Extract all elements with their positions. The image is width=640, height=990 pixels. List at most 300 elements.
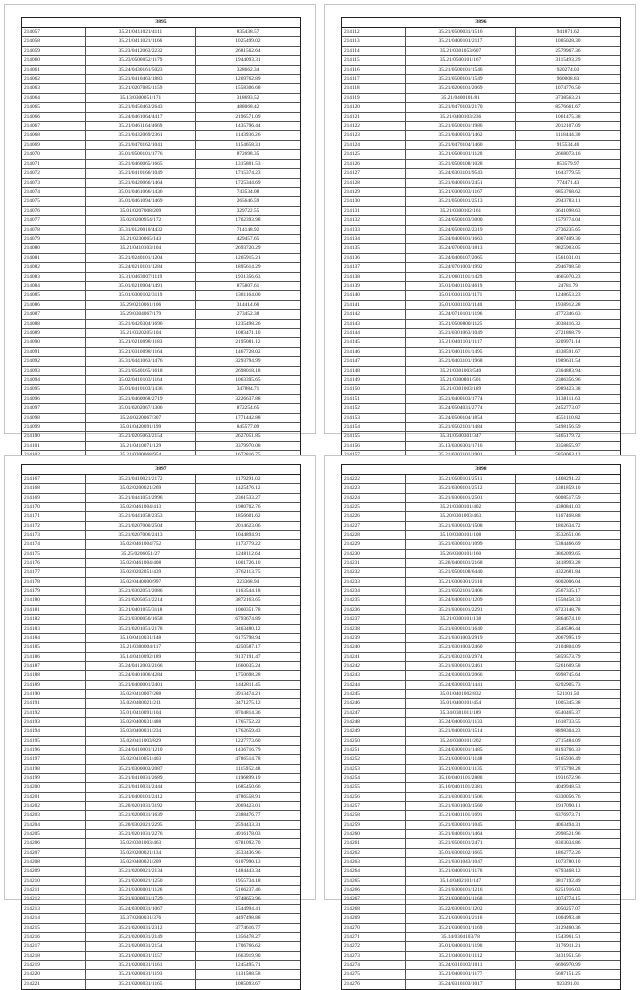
table-row [342,783,620,792]
table-row [342,131,620,140]
amount-cell: 1706766.62 [235,943,261,950]
reference-cell: 35.21/0300101/1099 [406,540,516,548]
reference-cell: 35.21/0301003/2919 [406,634,516,642]
row-id-cell: 214258 [342,811,406,819]
table-row [342,634,620,643]
row-id-cell: 214260 [342,830,406,838]
amount-cell: 4916178.03 [235,831,261,838]
amount-cell: 347884.71 [236,386,260,393]
table-row [342,830,620,839]
reference-cell: 35.01/0461094/1469 [86,197,196,205]
row-id-cell: 214182 [22,615,86,623]
row-id-cell: 214137 [342,263,406,271]
row-id-cell: 214062 [22,75,86,83]
amount-cell: 2627051.85 [235,433,261,440]
amount-cell: 5498156.59 [555,424,581,431]
row-id-cell: 214058 [22,37,86,45]
amount-cell: 3358855.97 [555,442,581,449]
reference-cell: 35.21/0401101/1495 [406,348,516,356]
row-id-cell: 214208 [22,858,86,866]
table-row [22,338,300,347]
table-row [22,671,300,680]
table-row [22,395,300,404]
amount-cell: 314414.66 [236,301,260,308]
reference-cell: 35.21/0300003/2087 [86,765,196,773]
reference-cell: 35.01/0410103/1436 [86,385,196,393]
table-row [22,811,300,820]
table-row [342,357,620,366]
amount-cell: 1931672.96 [555,775,581,781]
row-id-cell: 214220 [22,970,86,978]
reference-cell: 35.10/0401101/2880 [406,774,516,782]
row-id-cell: 214115 [342,56,406,64]
row-id-cell: 214076 [22,207,86,215]
reference-cell: 35.21/0411021/1166 [86,37,196,45]
amount-cell: 1862772.26 [555,849,581,856]
table-row [342,94,620,103]
amount-cell: 3418993.28 [555,560,581,567]
table-row [22,690,300,699]
table-row [342,746,620,755]
reference-cell: 35.21/0320205/104 [86,329,196,337]
amount-cell: 1269762.89 [235,76,261,83]
row-id-cell: 214230 [342,550,406,558]
table-row [22,84,300,93]
table-row [22,432,300,441]
reference-cell: 35.21/0210098/1183 [86,338,196,346]
amount-cell: 3463480.12 [235,625,261,632]
row-id-cell: 214174 [22,540,86,548]
reference-cell: 35.02/0461004/413 [86,503,196,511]
amount-cell: 743534.08 [236,188,260,195]
row-id-cell: 214239 [342,634,406,642]
table-row [342,774,620,783]
table-row [22,376,300,385]
row-id-cell: 214169 [22,494,86,502]
amount-cell: 872254.65 [236,405,260,412]
row-id-cell: 214114 [342,47,406,55]
row-id-cell: 214068 [22,131,86,139]
row-id-cell: 214070 [22,150,86,158]
reference-cell: 35.10/0300101/108 [406,531,516,539]
amount-cell: 1235498.26 [235,320,261,327]
table-row [22,830,300,839]
reference-cell: 35.21/0500108/1028 [406,160,516,168]
amount-cell: 6175798.94 [235,634,261,641]
reference-cell: 35.24/0430161/5023 [86,66,196,74]
amount-cell: 3226637.88 [235,395,261,402]
row-id-cell: 214219 [22,961,86,969]
row-id-cell: 214119 [342,94,406,102]
amount-cell: 1895614.29 [235,264,261,271]
amount-cell: 3115493.29 [555,57,581,64]
amount-cell: 2195081.12 [235,339,261,346]
reference-cell: 35.10/0401101/2381 [406,783,516,791]
row-id-cell: 214080 [22,244,86,252]
row-id-cell: 214064 [22,94,86,102]
amount-cell: 1467728.02 [235,348,261,355]
row-id-cell: 214265 [342,877,406,885]
amount-cell: 329722.55 [236,207,260,214]
reference-cell: 35.21/0400103/1514 [406,727,516,735]
amount-cell: 1196899.19 [235,775,261,781]
reference-cell: 35.02/0400021/211 [86,699,196,707]
row-id-cell: 214090 [22,338,86,346]
row-id-cell: 214267 [342,895,406,903]
table-row [342,432,620,441]
amount-cell: 2715484.09 [555,737,581,744]
reference-cell: 35.21/0460068/2719 [86,395,196,403]
reference-cell: 35.21/0301003/1560 [406,802,516,810]
reference-cell: 35.01/0300102/1665 [406,849,516,857]
table-row [342,718,620,727]
row-id-cell: 214268 [342,905,406,913]
table-row [22,367,300,376]
table-row [22,905,300,914]
table-row [22,122,300,131]
reference-cell: 35.14/0410092/189 [86,653,196,661]
table-row [22,47,300,56]
table-row [342,484,620,493]
row-id-cell: 214212 [22,895,86,903]
amount-cell: 488068.42 [236,104,260,111]
row-id-cell: 214236 [342,606,406,614]
row-id-cell: 214229 [342,540,406,548]
reference-cell: 35.21/0470104/1460 [406,141,516,149]
row-id-cell: 214073 [22,179,86,187]
reference-cell: 35.21/0300101/1148 [406,755,516,763]
page-3897 [4,455,316,987]
reference-cell: 35.24/0710101/1196 [406,310,516,318]
reference-cell: 35.21/0400101/1177 [406,970,516,978]
table-row [342,531,620,540]
row-id-cell: 214221 [22,980,86,989]
table-row [342,442,620,451]
reference-cell: 35.21/0403101/1968 [406,357,516,365]
amount-cell: 1005028.30 [555,38,581,45]
reference-cell: 35.21/0400101/1464 [406,830,516,838]
row-id-cell: 214141 [342,301,406,309]
amount-cell: 920274.03 [556,66,580,73]
table-row [22,924,300,933]
amount-cell: 2388476.77 [235,812,261,819]
amount-cell: 3546586.44 [555,625,581,632]
amount-cell: 3762113.75 [235,569,261,576]
amount-cell: 5384466.69 [555,541,581,548]
amount-cell: 774471.43 [556,179,580,186]
reference-cell: 35.22/0300101/1202 [406,905,516,913]
reference-cell: 35.21/0500101/1986 [406,122,516,130]
row-id-cell: 214275 [342,970,406,978]
table-row [342,197,620,206]
table-row [22,961,300,970]
table-row [342,37,620,46]
table-row [22,783,300,792]
table-row [342,867,620,876]
table-row [342,961,620,970]
amount-cell: 1561031.01 [555,254,581,261]
amount-cell: 1468291.22 [555,476,581,482]
table-row [22,28,300,37]
row-id-cell: 214144 [342,329,406,337]
row-id-cell: 214130 [342,197,406,205]
reference-cell: 35.01/0202067/1306 [86,404,196,412]
row-id-cell: 214179 [22,587,86,595]
row-id-cell: 214256 [342,793,406,801]
table-row [342,643,620,652]
row-id-cell: 214243 [342,671,406,679]
amount-cell: 1442811.45 [235,681,261,688]
reference-cell: 35.01/0500101/1776 [86,150,196,158]
amount-cell: 1163544.18 [235,588,261,595]
row-id-cell: 214126 [342,160,406,168]
reference-cell: 35.21/0300301/1506 [406,793,516,801]
page-number-header: 3898 [342,465,620,475]
table-row [22,774,300,783]
table-row [22,423,300,432]
table-row [342,235,620,244]
table-row [22,718,300,727]
row-id-cell: 214266 [342,886,406,894]
table-row [22,484,300,493]
reference-cell: 35.21/0300001/1126 [86,886,196,894]
row-id-cell: 214199 [22,774,86,782]
amount-cell: 3989423.38 [555,386,581,393]
table-row [342,122,620,131]
reference-cell: 35.21/0300101/1045 [406,821,516,829]
row-id-cell: 214155 [342,432,406,440]
reference-cell: 35.21/0300101/1160 [406,895,516,903]
row-id-cell: 214178 [22,578,86,586]
amount-cell: 1802634.72 [555,522,581,529]
amount-cell: 1715374.23 [235,170,261,177]
reference-cell: 35.24/0700103/1813 [406,244,516,252]
reference-cell: 35.13/0300051/171 [86,94,196,102]
reference-cell: 35.21/0200031/2312 [86,924,196,932]
amount-cell: 2998521.96 [555,831,581,838]
row-id-cell: 214092 [22,357,86,365]
amount-cell: 923391.01 [556,980,580,987]
amount-cell: 5687151.25 [555,971,581,978]
table-row [342,188,620,197]
amount-cell: 4786558.91 [235,793,261,800]
row-id-cell: 214223 [342,484,406,492]
amount-cell: 5465179.72 [555,433,581,440]
table-row [22,746,300,755]
table-row [22,103,300,112]
table-row [22,188,300,197]
reference-cell: 35.21/0200101/2069 [406,84,516,92]
amount-cell: 3379970.08 [235,442,261,449]
reference-cell: 35.02/0400021/209 [86,858,196,866]
reference-cell: 35.21/0300801/501 [406,376,516,384]
row-id-cell: 214189 [22,681,86,689]
row-id-cell: 214116 [342,66,406,74]
row-id-cell: 214216 [22,933,86,941]
page-number-header: 3897 [22,465,300,475]
reference-cell: 35.24/0220067/307 [86,414,196,422]
reference-cell: 35.31/0500301/347 [406,432,516,440]
reference-cell: 35.21/0410021/2172 [86,475,196,483]
amount-cell: 223368.94 [236,578,260,585]
row-id-cell: 214276 [342,980,406,989]
reference-cell: 35.21/0400103/1462 [406,131,516,139]
table-row [22,94,300,103]
row-id-cell: 214129 [342,188,406,196]
amount-cell: 429457.65 [236,235,260,242]
reference-cell: 35.21/0207085/1159 [86,84,196,92]
reference-cell: 35.14/0304103/78 [406,933,516,941]
reference-cell: 35.20/0302021/2295 [86,821,196,829]
row-id-cell: 214255 [342,783,406,791]
table-row [22,160,300,169]
amount-cell: 1074774.15 [555,896,581,903]
amount-cell: 1955734.18 [235,877,261,884]
amount-cell: 4772346.63 [555,311,581,318]
table-row [342,596,620,605]
amount-cell: 1544994.41 [235,905,261,912]
amount-cell: 6292905.73 [555,681,581,688]
amount-cell: 3050257.07 [555,905,581,912]
amount-cell: 6107990.13 [235,859,261,866]
table-row [22,522,300,531]
amount-cell: 960008.83 [556,76,580,83]
table-row [22,531,300,540]
amount-cell: 5859573.79 [555,653,581,660]
row-id-cell: 214113 [342,37,406,45]
reference-cell: 35.21/0205051/2214 [86,596,196,604]
amount-cell: 8193766.33 [555,746,581,753]
table-row [22,254,300,263]
table-row [22,37,300,46]
row-id-cell: 214257 [342,802,406,810]
table-row [342,671,620,680]
row-id-cell: 214087 [22,310,86,318]
table-row [22,643,300,652]
reference-cell: 35.31/0120010/4432 [86,226,196,234]
reference-cell: 35.21/0240101/1204 [86,254,196,262]
amount-cell: 4338591.67 [555,348,581,355]
page-number-header: 3895 [22,18,300,28]
amount-cell: 1436716.79 [235,746,261,753]
amount-cell: 6723148.78 [555,606,581,613]
reference-cell: 35.31/0463007/1119 [86,273,196,281]
reference-cell: 35.21/0200031/1157 [86,952,196,960]
row-id-cell: 214240 [342,643,406,651]
reference-cell: 35.03/0400031/234 [86,727,196,735]
table-row [342,727,620,736]
row-id-cell: 214185 [22,643,86,651]
row-id-cell: 214193 [22,718,86,726]
row-id-cell: 214112 [342,28,406,36]
reference-cell: 35.21/0500101/1120 [406,150,516,158]
table-row [342,681,620,690]
page-3896 [324,4,636,449]
reference-cell: 35.21/0201051/2178 [86,625,196,633]
reference-cell: 35.26/0400101/2168 [406,559,516,567]
amount-cell: 6330056.76 [555,793,581,800]
row-id-cell: 214196 [22,746,86,754]
reference-cell: 35.21/0200031/1193 [86,970,196,978]
table-row [342,291,620,300]
amount-cell: 1073780.10 [555,859,581,866]
table-row [22,980,300,989]
table-row [342,216,620,225]
reference-cell: 35.21/0300101/2116 [406,914,516,922]
table-row [342,662,620,671]
table-row [22,273,300,282]
amount-cell: 1765752.22 [235,718,261,725]
row-id-cell: 214195 [22,737,86,745]
reference-cell: 35.21/0500101/1546 [406,66,516,74]
table-row [342,811,620,820]
amount-cell: 2668073.16 [555,151,581,158]
amount-cell: 1248653.23 [555,292,581,299]
table-row [342,755,620,764]
amount-cell: 273452.38 [236,311,260,318]
amount-cell: 1131588.58 [235,971,261,978]
amount-cell: 2361533.27 [235,494,261,501]
amount-cell: 1173779.22 [235,541,261,548]
amount-cell: 1074776.50 [555,85,581,92]
table-row [22,587,300,596]
amount-cell: 2067995.19 [555,634,581,641]
reference-cell: 35.21/0500800/1125 [406,320,516,328]
row-id-cell: 214250 [342,737,406,745]
table-row [22,475,300,484]
amount-cell: 1543961.51 [555,933,581,940]
amount-cell: 4786514.78 [235,756,261,763]
reference-cell: 35.21/0300004/117 [86,643,196,651]
table-row [342,980,620,989]
reference-cell: 35.21/0400103/1774 [406,395,516,403]
row-id-cell: 214203 [22,811,86,819]
reference-cell: 35.21/0301003/189 [406,385,516,393]
reference-cell: 35.21/0200031/2149 [86,933,196,941]
table-row [342,113,620,122]
reference-cell: 35.37/0200031/376 [86,914,196,922]
amount-cell: 915534.46 [556,141,580,148]
reference-cell: 35.21/0300101/1216 [406,886,516,894]
table-row [22,653,300,662]
reference-cell: 35.21/0410103/104 [86,244,196,252]
reference-cell: 35.21/0411021/4111 [86,28,196,36]
row-id-cell: 214066 [22,113,86,121]
table-row [342,320,620,329]
page-number-header: 3896 [342,18,620,28]
table-row [342,550,620,559]
row-id-cell: 214188 [22,671,86,679]
table-row [342,254,620,263]
reference-cell: 35.21/0300031/1729 [86,895,196,903]
row-id-cell: 214227 [342,522,406,530]
reference-cell: 35.02/0461004/752 [86,540,196,548]
row-id-cell: 214233 [342,578,406,586]
reference-cell: 35.24/0300031/1067 [86,905,196,913]
reference-cell: 35.21/0207000/2504 [86,522,196,530]
table-row [342,802,620,811]
row-id-cell: 214211 [22,886,86,894]
reference-cell: 35.21/0502101/2406 [406,587,516,595]
amount-cell: 4380841.03 [555,504,581,511]
table-row [22,578,300,587]
reference-cell: 35.21/0450463/2643 [86,103,196,111]
table-row [22,765,300,774]
amount-cell: 1771442.88 [235,414,261,421]
row-id-cell: 214176 [22,559,86,567]
table-row [342,709,620,718]
row-id-cell: 214136 [342,254,406,262]
